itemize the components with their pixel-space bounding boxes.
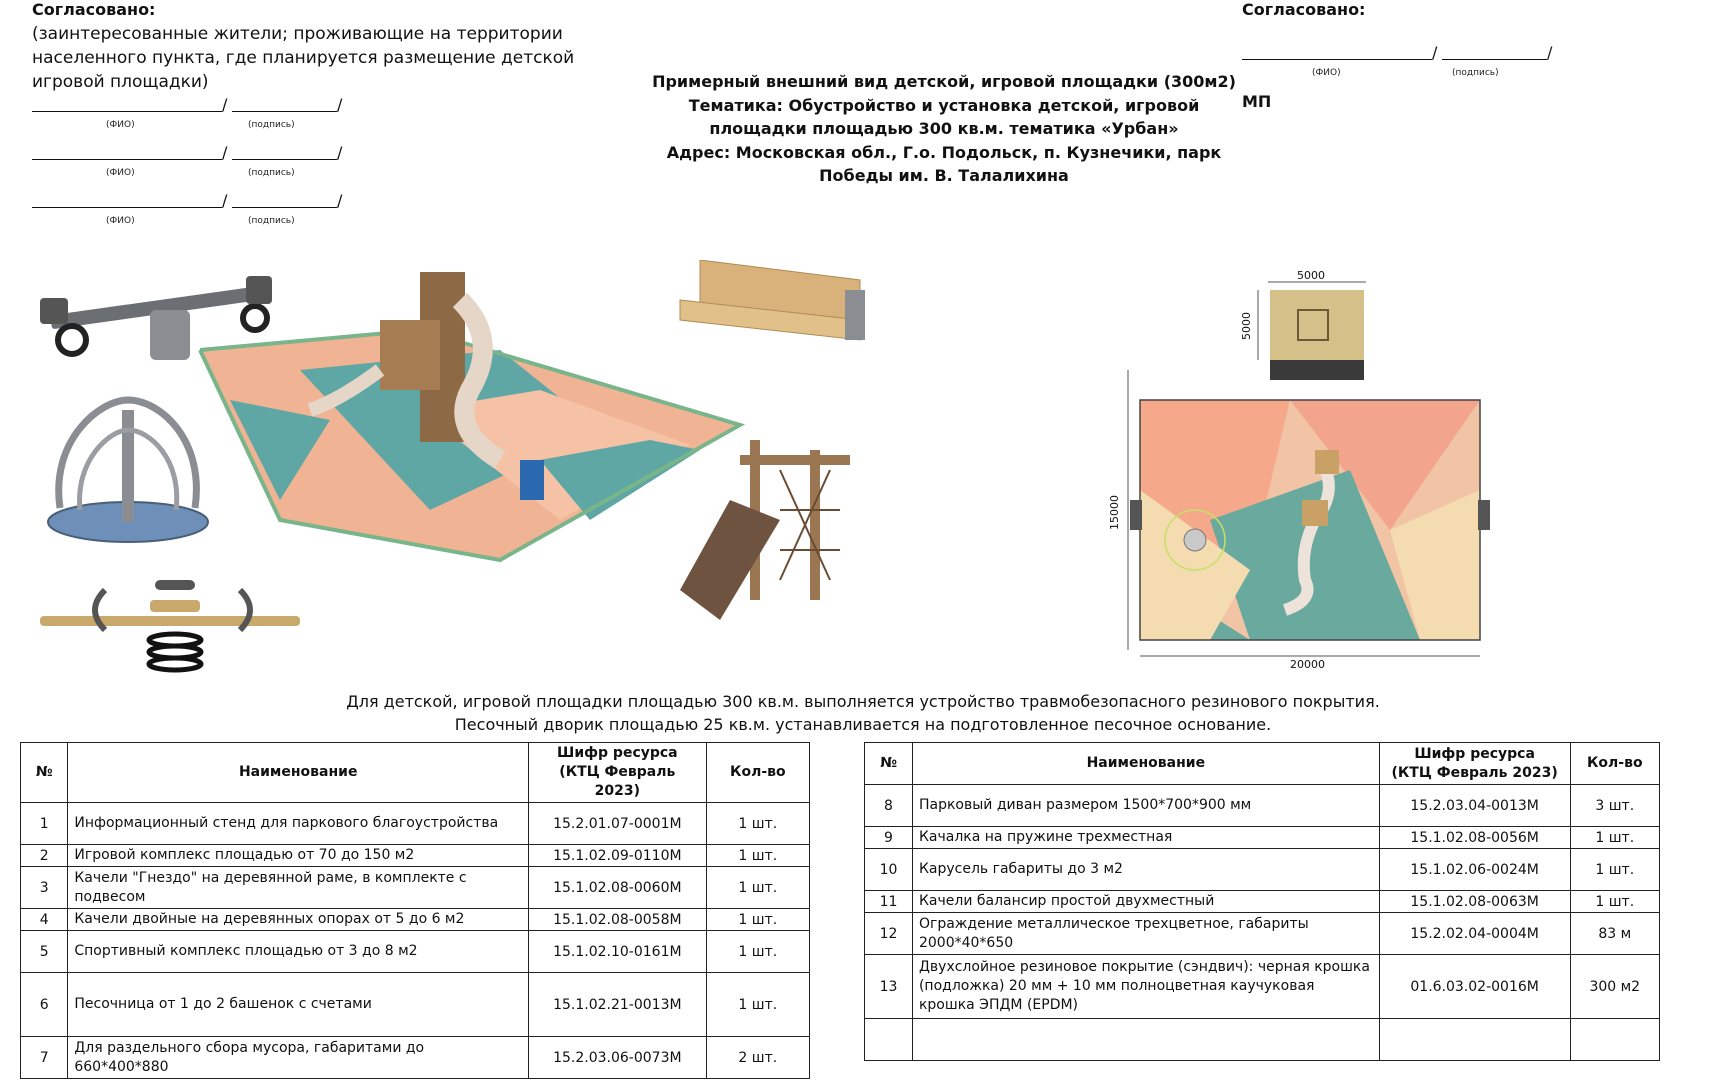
col-num: №	[865, 743, 913, 785]
plan-dim-top: 5000	[1297, 270, 1325, 282]
table-row: 13 Двухслойное резиновое покрытие (сэндвич): черная крошка (подложка) 20 мм + 10 мм полноцветная каучуковая крошка ЭПДМ (EPDM) 01.6.03.02-0016М 300 м2	[865, 955, 1660, 1019]
col-qty: Кол-во	[1570, 743, 1659, 785]
plan-dim-side-small: 5000	[1240, 312, 1253, 340]
intro-line-1: Для детской, игровой площадки площадью 300 кв.м. выполняется устройство травмобезопасного резинового покрытия.	[346, 692, 1380, 711]
table-row: 6 Песочница от 1 до 2 башенок с счетами 15.1.02.21-0013М 1 шт.	[21, 973, 810, 1037]
carousel-image	[48, 400, 208, 542]
intro-text	[113, 690, 1613, 736]
table-row: 7 Для раздельного сбора мусора, габаритами до 660*400*880 15.2.03.06-0073М 2 шт.	[21, 1037, 810, 1079]
heading-line-3: площадки площадью 300 кв.м. тематика «Урбан»	[709, 119, 1179, 138]
signature-line-right: / /	[1242, 42, 1572, 62]
heading-line-1: Примерный внешний вид детской, игровой площадки (300м2)	[652, 72, 1236, 91]
col-qty: Кол-во	[706, 743, 809, 803]
col-name: Наименование	[912, 743, 1379, 785]
sign-caption-1: (подпись)	[248, 120, 295, 130]
col-code: Шифр ресурса (КТЦ Февраль 2023)	[1379, 743, 1570, 785]
fio-caption-right: (ФИО)	[1312, 68, 1341, 78]
signature-line-2: / /	[32, 142, 362, 162]
col-name: Наименование	[68, 743, 529, 803]
col-num: №	[21, 743, 68, 803]
playground-illustration	[0, 260, 880, 680]
sign-caption-3: (подпись)	[248, 216, 295, 226]
table-row: 5 Спортивный комплекс площадью от 3 до 8 м2 15.1.02.10-0161М 1 шт.	[21, 931, 810, 973]
signature-line-1: / /	[32, 94, 362, 114]
intro-line-2: Песочный дворик площадью 25 кв.м. устанавливается на подготовленное песочное основание.	[454, 715, 1272, 734]
spec-table-left	[20, 742, 810, 1079]
left-approval-title: Согласовано:	[32, 0, 156, 19]
sign-caption-2: (подпись)	[248, 168, 295, 178]
spring-rocker-image	[40, 580, 300, 670]
col-code: Шифр ресурса (КТЦ Февраль 2023)	[529, 743, 707, 803]
heading-line-5: Победы им. В. Талалихина	[819, 166, 1069, 185]
right-approval-title: Согласовано:	[1242, 0, 1366, 19]
table-row: 10 Карусель габариты до 3 м2 15.1.02.06-0024М 1 шт.	[865, 849, 1660, 891]
table-row-empty	[865, 1019, 1660, 1061]
residents-note: (заинтересованные жители; проживающие на территории населенного пункта, где планируется размещение детской игровой площадки)	[32, 24, 575, 92]
table-row: 3 Качели "Гнездо" на деревянной раме, в комплекте с подвесом 15.1.02.08-0060М 1 шт.	[21, 867, 810, 909]
site-plan	[1090, 270, 1510, 670]
table-row: 9 Качалка на пружине трехместная 15.1.02.08-0056М 1 шт.	[865, 827, 1660, 849]
fio-caption-1: (ФИО)	[106, 120, 135, 130]
table-row: 11 Качели балансир простой двухместный 15.1.02.08-0063М 1 шт.	[865, 891, 1660, 913]
table-row: 4 Качели двойные на деревянных опорах от 5 до 6 м2 15.1.02.08-0058М 1 шт.	[21, 909, 810, 931]
table-row: 8 Парковый диван размером 1500*700*900 мм 15.2.03.04-0013М 3 шт.	[865, 785, 1660, 827]
park-bench-image	[680, 260, 865, 340]
sports-complex-image	[680, 440, 850, 620]
stamp-label: МП	[1242, 92, 1272, 111]
page-heading	[624, 70, 1264, 188]
table-row: 2 Игровой комплекс площадью от 70 до 150 м2 15.1.02.09-0110М 1 шт.	[21, 845, 810, 867]
fio-caption-3: (ФИО)	[106, 216, 135, 226]
sign-caption-right: (подпись)	[1452, 68, 1499, 78]
plan-dim-bottom: 20000	[1290, 658, 1325, 670]
heading-line-4: Адрес: Московская обл., Г.о. Подольск, п. Кузнечики, парк	[666, 142, 1222, 162]
table-row: 12 Ограждение металлическое трехцветное, габариты 2000*40*650 15.2.02.04-0004М 83 м	[865, 913, 1660, 955]
playground-3d-image	[200, 272, 740, 560]
plan-dim-side-large: 15000	[1108, 495, 1121, 530]
spec-table-right	[864, 742, 1660, 1061]
table-row: 1 Информационный стенд для паркового благоустройства 15.2.01.07-0001М 1 шт.	[21, 803, 810, 845]
signature-line-3: / /	[32, 190, 362, 210]
heading-line-2: Тематика: Обустройство и установка детской, игровой	[688, 95, 1200, 115]
fio-caption-2: (ФИО)	[106, 168, 135, 178]
